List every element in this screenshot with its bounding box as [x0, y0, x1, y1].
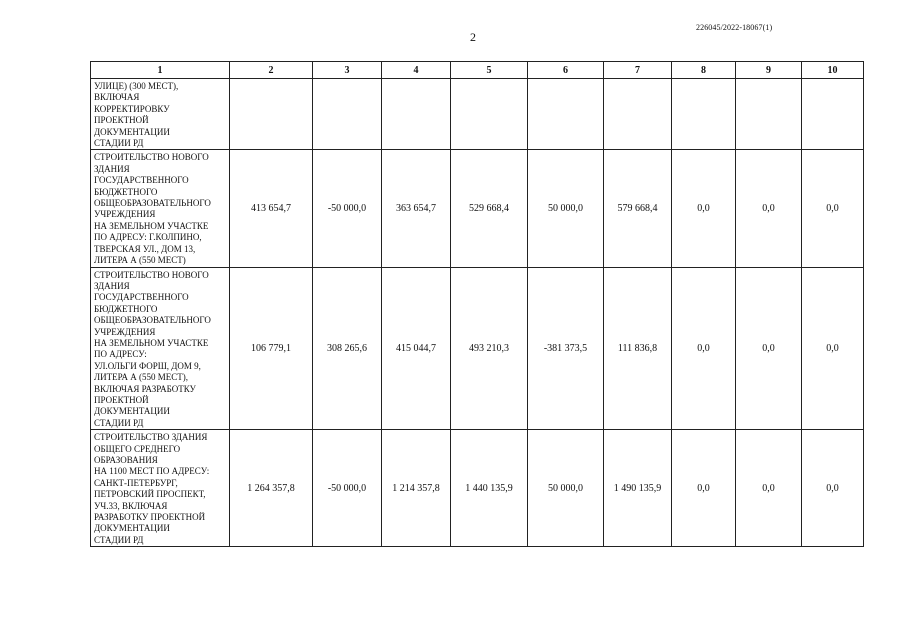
table-row	[91, 150, 864, 267]
value-cell: 579 668,4	[604, 150, 672, 267]
object-name-cell: СТРОИТЕЛЬСТВО НОВОГО ЗДАНИЯ ГОСУДАРСТВЕННОГО БЮДЖЕТНОГО ОБЩЕОБРАЗОВАТЕЛЬНОГО УЧРЕЖДЕНИЯ НА ЗЕМЕЛЬНОМ УЧАСТКЕ ПО АДРЕСУ: Г.КОЛПИНО, ТВЕРСКАЯ УЛ., ДОМ 13, ЛИТЕРА А (550 МЕСТ)	[91, 150, 230, 267]
document-id: 226045/2022-18067(1)	[696, 23, 773, 32]
budget-table	[90, 61, 864, 547]
value-cell	[672, 79, 736, 150]
table-header-row	[91, 62, 864, 79]
value-cell: 1 490 135,9	[604, 430, 672, 547]
table-row	[91, 267, 864, 430]
value-cell: 0,0	[802, 430, 864, 547]
column-header: 3	[313, 62, 382, 79]
value-cell: -381 373,5	[528, 267, 604, 430]
value-cell: 529 668,4	[451, 150, 528, 267]
object-name-cell: УЛИЦЕ) (300 МЕСТ), ВКЛЮЧАЯ КОРРЕКТИРОВКУ ПРОЕКТНОЙ ДОКУМЕНТАЦИИ СТАДИИ РД	[91, 79, 230, 150]
value-cell: 0,0	[736, 430, 802, 547]
object-name-cell: СТРОИТЕЛЬСТВО НОВОГО ЗДАНИЯ ГОСУДАРСТВЕННОГО БЮДЖЕТНОГО ОБЩЕОБРАЗОВАТЕЛЬНОГО УЧРЕЖДЕНИЯ НА ЗЕМЕЛЬНОМ УЧАСТКЕ ПО АДРЕСУ: УЛ.ОЛЬГИ ФОРШ, ДОМ 9, ЛИТЕРА А (550 МЕСТ), ВКЛЮЧАЯ РАЗРАБОТКУ ПРОЕКТНОЙ ДОКУМЕНТАЦИИ СТАДИИ РД	[91, 267, 230, 430]
value-cell: 0,0	[672, 430, 736, 547]
value-cell: 111 836,8	[604, 267, 672, 430]
value-cell	[528, 79, 604, 150]
value-cell: 106 779,1	[230, 267, 313, 430]
value-cell: 0,0	[802, 150, 864, 267]
value-cell	[736, 79, 802, 150]
column-header: 2	[230, 62, 313, 79]
value-cell: 1 214 357,8	[382, 430, 451, 547]
value-cell: 0,0	[672, 267, 736, 430]
value-cell	[230, 79, 313, 150]
table-row	[91, 79, 864, 150]
value-cell	[802, 79, 864, 150]
value-cell: -50 000,0	[313, 430, 382, 547]
value-cell: 413 654,7	[230, 150, 313, 267]
value-cell: 0,0	[736, 150, 802, 267]
value-cell: 50 000,0	[528, 430, 604, 547]
value-cell: -50 000,0	[313, 150, 382, 267]
table-row	[91, 430, 864, 547]
value-cell	[451, 79, 528, 150]
column-header: 8	[672, 62, 736, 79]
column-header: 7	[604, 62, 672, 79]
value-cell: 308 265,6	[313, 267, 382, 430]
value-cell	[382, 79, 451, 150]
column-header: 5	[451, 62, 528, 79]
value-cell	[313, 79, 382, 150]
object-name-cell: СТРОИТЕЛЬСТВО ЗДАНИЯ ОБЩЕГО СРЕДНЕГО ОБРАЗОВАНИЯ НА 1100 МЕСТ ПО АДРЕСУ: САНКТ-ПЕТЕРБУРГ, ПЕТРОВСКИЙ ПРОСПЕКТ, УЧ.33, ВКЛЮЧАЯ РАЗРАБОТКУ ПРОЕКТНОЙ ДОКУМЕНТАЦИИ СТАДИИ РД	[91, 430, 230, 547]
value-cell: 493 210,3	[451, 267, 528, 430]
column-header: 4	[382, 62, 451, 79]
value-cell	[604, 79, 672, 150]
value-cell: 0,0	[736, 267, 802, 430]
column-header: 10	[802, 62, 864, 79]
value-cell: 1 440 135,9	[451, 430, 528, 547]
value-cell: 0,0	[672, 150, 736, 267]
value-cell: 363 654,7	[382, 150, 451, 267]
column-header: 1	[91, 62, 230, 79]
value-cell: 0,0	[802, 267, 864, 430]
column-header: 6	[528, 62, 604, 79]
column-header: 9	[736, 62, 802, 79]
value-cell: 415 044,7	[382, 267, 451, 430]
page-number: 2	[470, 30, 476, 44]
value-cell: 50 000,0	[528, 150, 604, 267]
value-cell: 1 264 357,8	[230, 430, 313, 547]
